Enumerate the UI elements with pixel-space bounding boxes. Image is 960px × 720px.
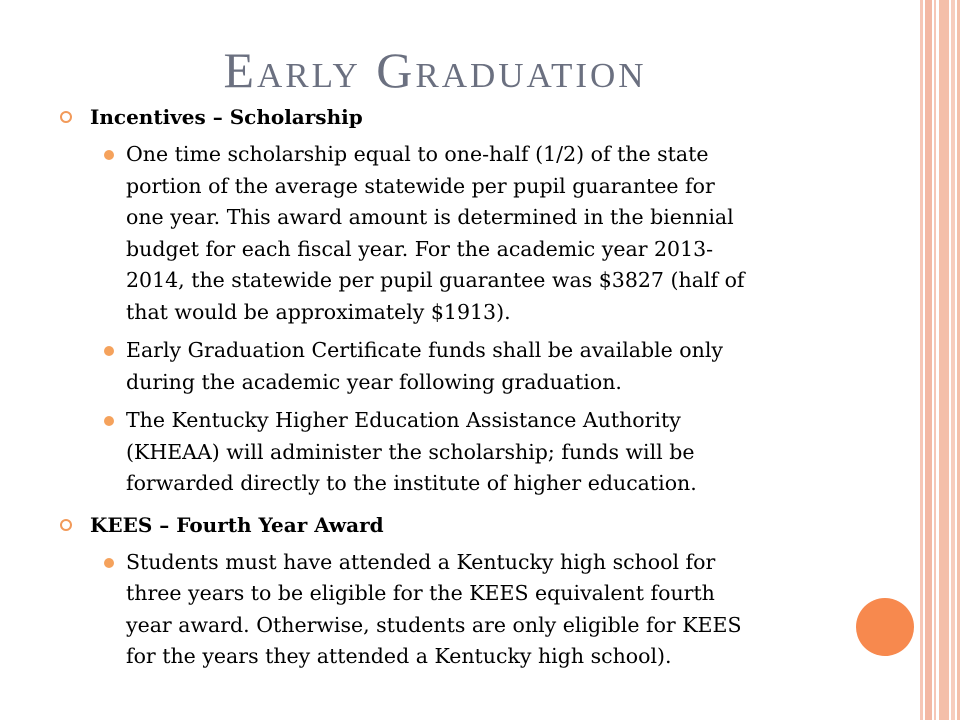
- ring-bullet-icon: [60, 519, 72, 531]
- ring-bullet-icon: [60, 111, 72, 123]
- section-heading-text: Incentives – Scholarship: [90, 105, 363, 129]
- bullet-item: [0, 139, 876, 328]
- bullet-line: forwarded directly to the institute of higher education.: [126, 471, 697, 495]
- bullet-line: portion of the average statewide per pupil guarantee for: [126, 173, 715, 198]
- bullet-line: three years to be eligible for the KEES equivalent fourth: [126, 581, 715, 605]
- decorative-stripe: [920, 0, 923, 720]
- decorative-stripe: [925, 0, 932, 720]
- bullet-line: for the years they attended a Kentucky high school).: [126, 644, 672, 668]
- decorative-stripe: [939, 0, 949, 720]
- bullet-line: year award. Otherwise, students are only eligible for KEES: [126, 612, 742, 637]
- bullet-line: 2014, the statewide per pupil guarantee was $3827 (half of: [126, 268, 745, 292]
- section-heading-incentives: [0, 102, 900, 132]
- dot-bullet-icon: [104, 416, 114, 426]
- dot-bullet-icon: [104, 346, 114, 356]
- bullet-item: [0, 335, 876, 398]
- bullet-line: that would be approximately $1913).: [126, 299, 511, 324]
- bullet-line: Students must have attended a Kentucky high school for: [126, 549, 716, 574]
- slide-content: [0, 102, 900, 673]
- decorative-stripe: [951, 0, 955, 720]
- bullet-line: one year. This award amount is determined in the biennial: [126, 205, 734, 229]
- bullet-line: budget for each fiscal year. For the academic year 2013-: [126, 236, 714, 261]
- section-heading-kees: [0, 510, 900, 540]
- bullet-item: [0, 405, 876, 500]
- dot-bullet-icon: [104, 150, 114, 160]
- bullet-item: [0, 547, 876, 673]
- decorative-stripe: [934, 0, 936, 720]
- bullet-line: during the academic year following graduation.: [126, 369, 622, 394]
- bullet-line: The Kentucky Higher Education Assistance Authority: [126, 408, 681, 432]
- bullet-line: One time scholarship equal to one-half (1/2) of the state: [126, 142, 709, 166]
- bullet-line: (KHEAA) will administer the scholarship; funds will be: [126, 439, 695, 464]
- dot-bullet-icon: [104, 558, 114, 568]
- bullet-line: Early Graduation Certificate funds shall be available only: [126, 338, 723, 362]
- section-heading-text: KEES – Fourth Year Award: [90, 512, 384, 537]
- slide-title: Early Graduation: [223, 42, 647, 98]
